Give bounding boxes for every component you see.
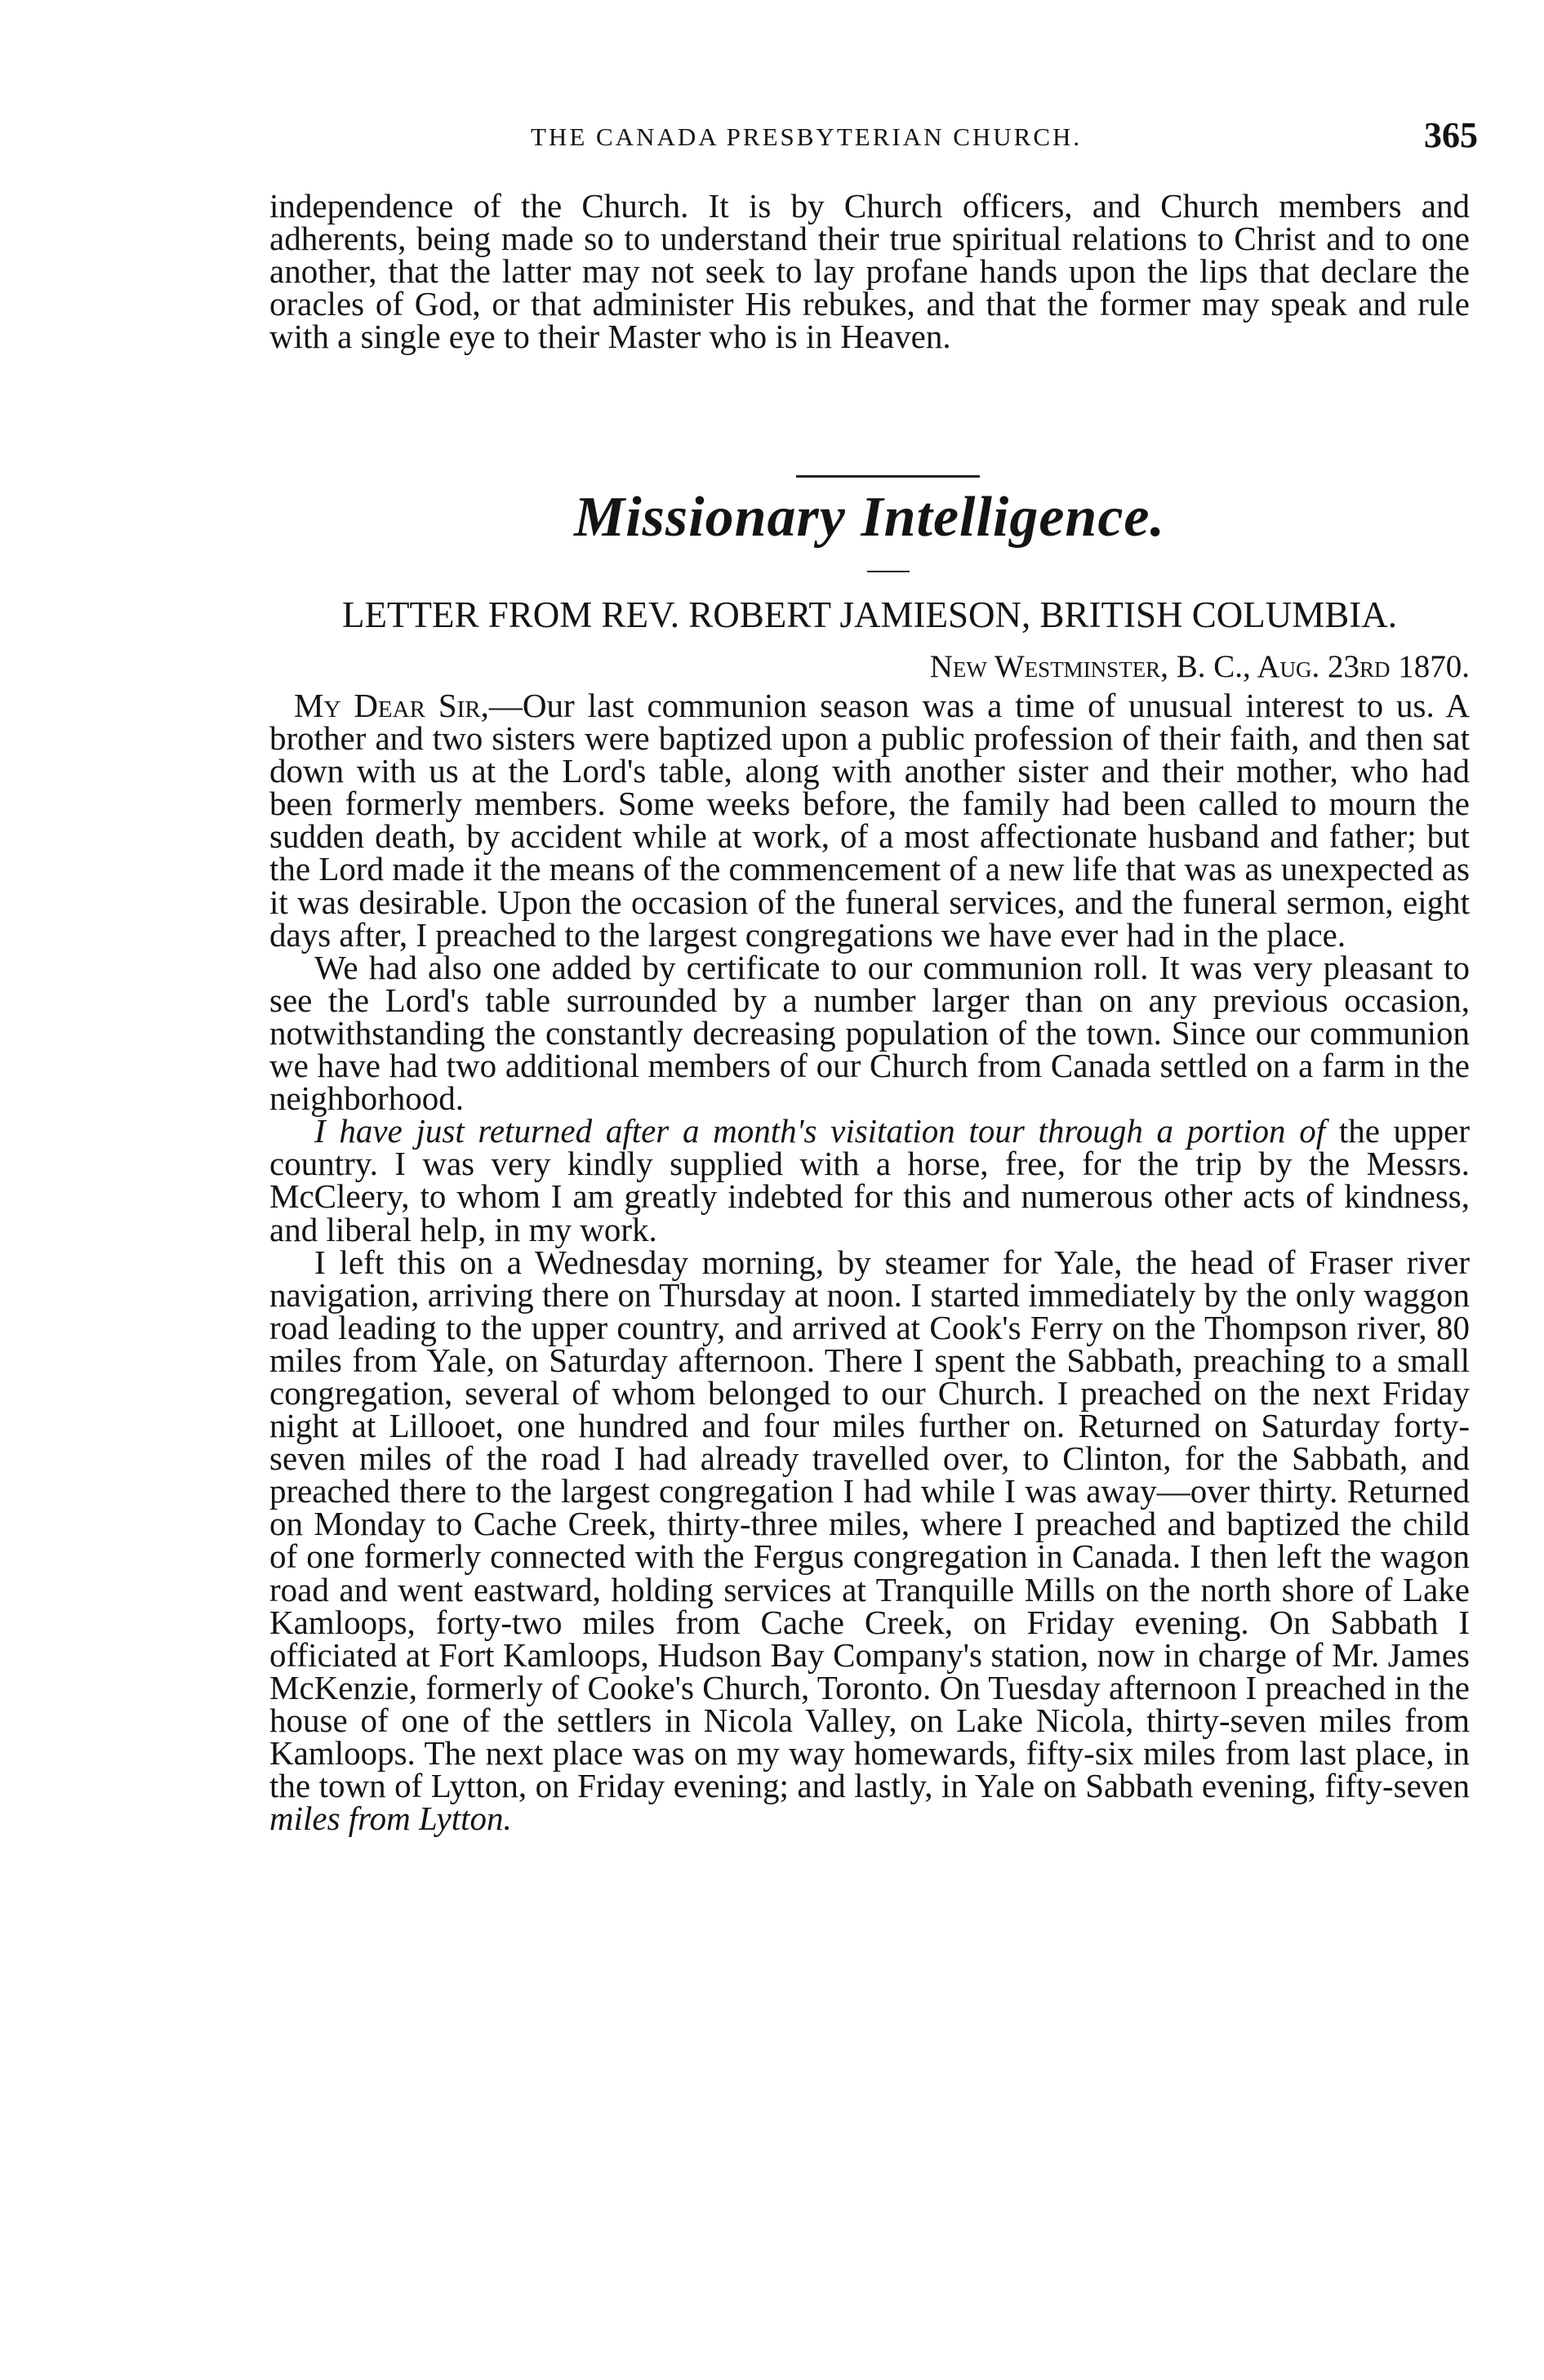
section-divider-top xyxy=(796,475,980,478)
letter-body xyxy=(269,687,1470,1838)
letter-paragraph-1-text: —Our last communion season was a time of unusual interest to us. A brother and two sisters were baptized upon a public profession of their faith, and then sat down with us at the Lord's table, along with another sister and their mother, who had been formerly members. Some weeks before, the family had been called to mourn the sudden death, by accident while at work, of a most affectionate husband and father; but the Lord made it the means of the commencement of a new life that was as unexpected as it was desirable. Upon the occasion of the funeral services, and the funeral sermon, eight days after, I preached to the largest congregations we have ever had in the place. xyxy=(269,687,1470,954)
page-number: 365 xyxy=(1424,115,1478,155)
letter-paragraph-3-italic: I have just returned after a month's visitation tour through a portion of xyxy=(314,1112,1326,1150)
section-divider-short xyxy=(867,571,910,572)
letter-paragraph-4-text: I left this on a Wednesday morning, by steamer for Yale, the head of Fraser river navigation, arriving there on Thursday at noon. I started immediately by the only waggon road leading to the upper country, and arrived at Cook's Ferry on the Thompson river, 80 miles from Yale, on Saturday afternoon. There I spent the Sabbath, preaching to a small congregation, several of whom belonged to our Church. I preached on the next Friday night at Lillooet, one hundred and four miles further on. Returned on Saturday forty-seven miles of the road I had already travelled over, to Clinton, for the Sabbath, and preached there to the largest congregation I had while I was away—over thirty. Returned on Monday to Cache Creek, thirty-three miles, where I preached and baptized the child of one formerly connected with the Fergus congregation in Canada. I then left the wagon road and went eastward, holding services at Tranquille Mills on the north shore of Lake Kamloops, forty-two miles from Cache Creek, on Friday evening. On Sabbath I officiated at Fort Kamloops, Hudson Bay Company's station, now in charge of Mr. James McKenzie, formerly of Cooke's Church, Toronto. On Tuesday afternoon I preached in the house of one of the settlers in Nicola Valley, on Lake Nicola, thirty-seven miles from Kamloops. The next place was on my way homewards, fifty-six miles from last place, in the town of Lytton, on Friday evening; and lastly, in Yale on Sabbath evening, fifty-seven xyxy=(269,1243,1470,1805)
letter-paragraph-4 xyxy=(269,1243,1470,1838)
intro-paragraph: independence of the Church. It is by Church officers, and Church members and adherents, being made so to understand their true spiritual relations to Christ and to one another, that the latter may not seek to lay profane hands upon the lips that declare the oracles of God, or that administer His rebukes, and that the former may speak and rule with a single eye to their Master who is in Heaven. xyxy=(269,187,1470,356)
intro-paragraph-block xyxy=(269,187,1470,356)
letter-dateline: New Westminster, B. C., Aug. 23rd 1870. xyxy=(929,649,1470,684)
letter-paragraph-3 xyxy=(269,1112,1470,1248)
page-header xyxy=(531,114,1486,163)
running-head: THE CANADA PRESBYTERIAN CHURCH. xyxy=(531,122,1083,151)
letter-paragraph-4-italic-end: miles from Lytton. xyxy=(269,1799,512,1838)
letter-title: LETTER FROM REV. ROBERT JAMIESON, BRITISH COLUMBIA. xyxy=(342,594,1397,635)
letter-paragraph-2: We had also one added by certificate to our communion roll. It was very pleasant to see the Lord's table surrounded by a number larger than on any previous occasion, notwithstanding the constantly decreasing population of the town. Since our communion we have had two additional members of our Church from Canada settled on a farm in the neighborhood. xyxy=(269,948,1470,1118)
salutation: My Dear Sir, xyxy=(294,687,489,724)
section-heading: Missionary Intelligence. xyxy=(573,486,1166,549)
letter-paragraph-1 xyxy=(269,687,1470,954)
letter-paragraph-3-text: the upper country. I was very kindly supplied with a horse, free, for the trip by the Messrs. McCleery, to whom I am greatly indebted for this and numerous other acts of kindness, and liberal help, in my work. xyxy=(269,1112,1470,1248)
